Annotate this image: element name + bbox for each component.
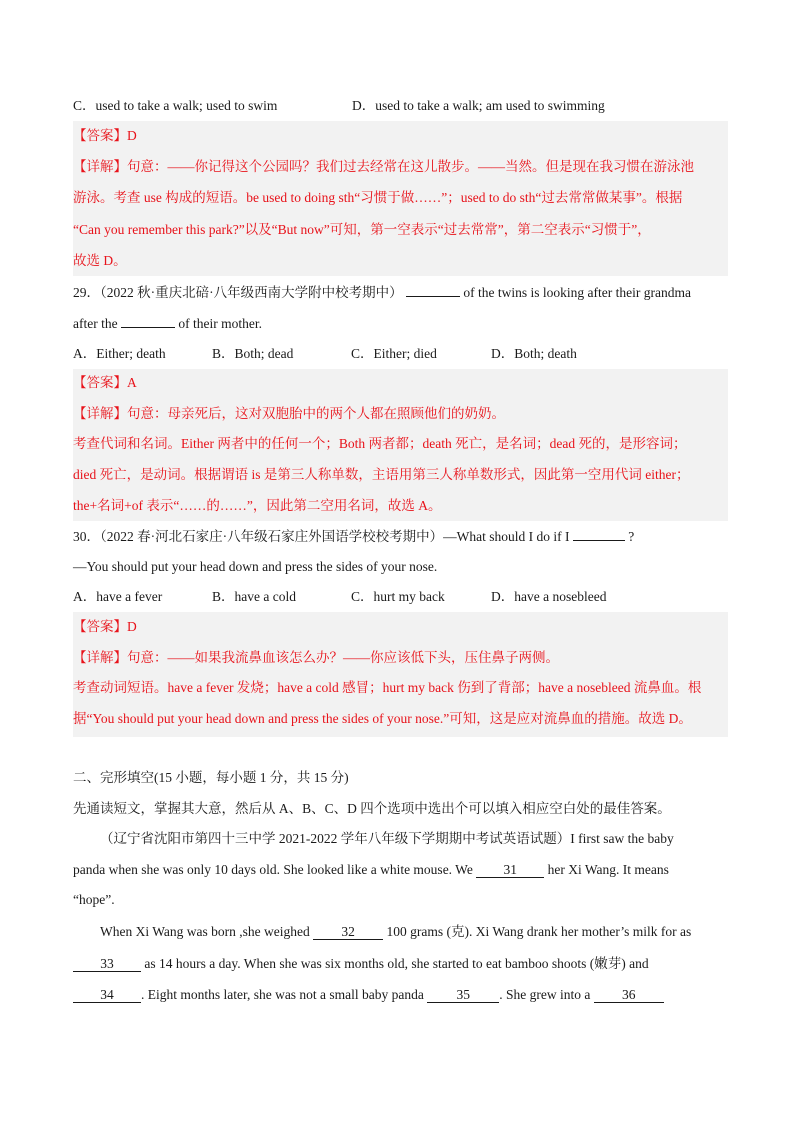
passage-text: her Xi Wang. It means [547,862,669,877]
cloze-blank-34[interactable] [73,988,141,1003]
q30-stem-1a: 30．（2022 春·河北石家庄·八年级石家庄外国语学校校考期中）—What should I do if I [73,529,570,544]
blank-number: 33 [100,956,114,971]
blank-number: 31 [503,862,517,877]
q29-option-d: D．Both; death [491,346,577,361]
q30-stem-line-1 [73,527,634,547]
q29-detail-line-4: the+名词+of 表示“……的……”，因此第二空用名词，故选 A。 [73,498,442,513]
blank-number: 34 [100,987,114,1002]
cloze-blank-33[interactable] [73,957,141,972]
q29-blank-1[interactable] [406,296,460,297]
section-title: 二、完形填空(15 小题，每小题 1 分，共 15 分) [73,770,349,785]
q28-detail-line-3: “Can you remember this park?”以及“But now”可知，第一空表示“过去常常”，第二空表示“习惯于”， [73,222,651,237]
q29-detail-line-3: died 死亡，是动词。根据谓语 is 是第三人称单数，主语用第三人称单数形式，因此第一空用代词 either； [73,467,690,482]
passage-p2-line-1 [100,922,691,942]
cloze-blank-36[interactable] [594,988,664,1003]
q30-detail-line-3: 据“You should put your head down and press the sides of your nose.”可知，这是应对流鼻血的措施。故选 D。 [73,711,692,726]
q30-stem-line-2: —You should put your head down and press the sides of your nose. [73,559,438,574]
q30-option-b: B．have a cold [212,589,296,604]
cloze-blank-35[interactable] [427,988,499,1003]
q30-option-c: C．hurt my back [351,589,445,604]
passage-text: . She grew into a [499,987,591,1002]
q29-stem-2b: of their mother. [178,316,262,331]
q29-option-b: B．Both; dead [212,346,294,361]
q29-detail-line-2: 考查代词和名词。Either 两者中的任何一个；Both 两者都；death 死亡，是名词；dead 死的，是形容词； [73,436,687,451]
q29-stem-line-1 [73,283,691,303]
q28-detail-line-2: 游泳。考查 use 构成的短语。be used to doing sth“习惯于做……”；used to do sth“过去常常做某事”。根据 [73,190,683,205]
passage-p2-line-2 [73,954,649,974]
passage-p1-line-2 [73,860,669,880]
passage-text: When Xi Wang was born ,she weighed [100,924,310,939]
q30-blank[interactable] [573,540,625,541]
q29-option-a: A．Either; death [73,346,166,361]
q30-option-d: D．have a nosebleed [491,589,607,604]
q30-detail-line-1: 【详解】句意：——如果我流鼻血该怎么办？——你应该低下头，压住鼻子两侧。 [73,650,559,665]
passage-p1-line-1: （辽宁省沈阳市第四十三中学 2021-2022 学年八年级下学期期中考试英语试题）I first saw the baby [100,831,674,846]
q29-detail-line-1: 【详解】句意：母亲死后，这对双胞胎中的两个人都在照顾他们的奶奶。 [73,406,505,421]
blank-number: 32 [341,924,355,939]
blank-number: 35 [456,987,471,1002]
q29-answer: 【答案】A [73,375,137,390]
passage-p2-line-3 [73,985,664,1005]
passage-text: panda when she was only 10 days old. She looked like a white mouse. We [73,862,473,877]
passage-text: . Eight months later, she was not a small baby panda [141,987,424,1002]
q30-answer: 【答案】D [73,619,137,634]
cloze-blank-31[interactable] [476,863,544,878]
q29-option-c: C．Either; died [351,346,437,361]
q28-detail-line-1: 【详解】句意：——你记得这个公园吗？我们过去经常在这儿散步。——当然。但是现在我习惯在游泳池 [73,159,694,174]
q28-option-c: C．used to take a walk; used to swim [73,98,278,113]
section-instruction: 先通读短文，掌握其大意，然后从 A、B、C、D 四个选项中选出个可以填入相应空白处的最佳答案。 [73,801,671,816]
passage-text: 100 grams (克). Xi Wang drank her mother’s milk for as [386,924,692,939]
q30-stem-1b: ? [628,529,635,544]
q29-blank-2[interactable] [121,327,175,328]
q28-detail-line-4: 故选 D。 [73,253,127,268]
q28-answer: 【答案】D [73,128,137,143]
q29-stem-1b: of the twins is looking after their grandma [463,285,691,300]
cloze-blank-32[interactable] [313,925,383,940]
blank-number: 36 [622,987,636,1002]
q29-stem-line-2 [73,314,262,334]
q29-stem-1a: 29．（2022 秋·重庆北碚·八年级西南大学附中校考期中） [73,285,403,300]
passage-text: as 14 hours a day. When she was six months old, she started to eat bamboo shoots (嫩芽) and [144,956,649,971]
q28-option-d: D．used to take a walk; am used to swimming [352,98,605,113]
q30-option-a: A．have a fever [73,589,163,604]
q29-stem-2a: after the [73,316,118,331]
q30-detail-line-2: 考查动词短语。have a fever 发烧；have a cold 感冒；hurt my back 伤到了背部；have a nosebleed 流鼻血。根 [73,680,702,695]
passage-p1-line-3: “hope”. [73,892,115,907]
